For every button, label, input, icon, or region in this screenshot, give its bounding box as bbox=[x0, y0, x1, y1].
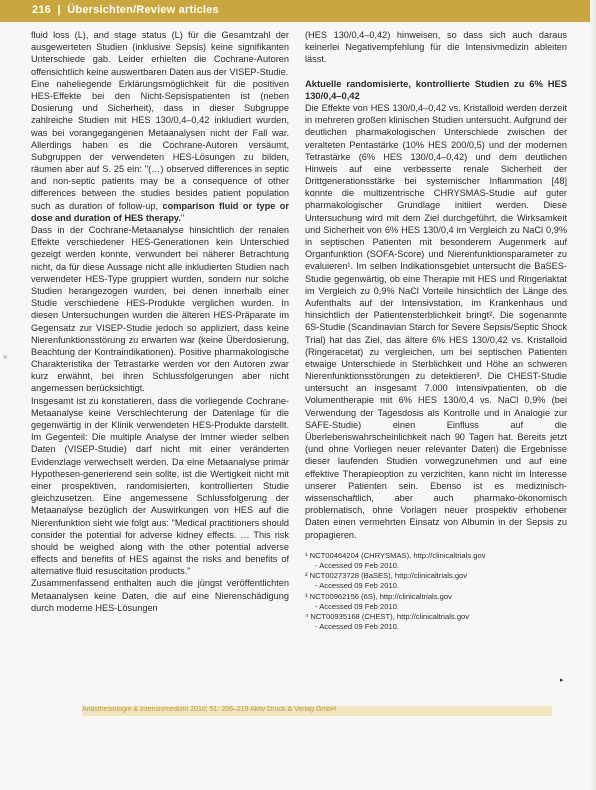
section-title: Übersichten/Review articles bbox=[67, 4, 219, 16]
left-paragraph-1: fluid loss (L), and stage status (L) für die Gesamtzahl der ausgewerteten Studien (inklusive Sepsis) keine signifikanten Unterschiede gab. Leider erhielten die Cochrane-Autoren offensichtlich keine auswertbaren Daten aus der VISEP-Studie. bbox=[31, 30, 289, 77]
left-paragraph-2 bbox=[31, 78, 289, 224]
page-edge-shadow bbox=[590, 0, 596, 790]
margin-mark: « bbox=[3, 352, 8, 361]
page-footer bbox=[82, 706, 552, 716]
right-paragraph-1: (HES 130/0,4–0,42) hinweisen, so dass sich auch daraus keinerlei Negativempfehlung für die Intensivmedizin ableiten lässt. bbox=[305, 30, 567, 65]
page-header bbox=[0, 0, 596, 22]
right-paragraph-2: Die Effekte von HES 130/0,4–0,42 vs. Kristalloid werden derzeit in mehreren großen klinischen Studien untersucht. Aufgrund der deutlichen pharmakologischen Unterschiede zwischen der veralteten Pentastärke (10% HES 200/0,5) und der modernen Tetrastärke (6% HES 130/0,4–0,42) und dem deutlichen Hinweis auf eine verbesserte renale Sicherheit der Drittgenerationsstärke bei systemischer Inflammation [48] konnte die multizentrische CHRYSMAS-Studie auf guter pharmakologischer Grundlage initiiert werden. Diese Untersuchung wird mit dem Ziel durchgeführt, die Wirksamkeit und Sicherheit von 6% HES 130/0,4 im Vergleich zu NaCl 0,9% in septischen Patienten mit besonderem Augenmerk auf Organfunktion (SOFA-Score) und Nierenfunktionsparameter zu evaluieren¹. Im selben Indikationsgebiet untersucht die BaSES-Studie gegenwärtig, ob eine Therapie mit HES und Ringerlaktat im Vergleich zu 0,9% NaCl Vorteile hinsichtlich der Länge des Aufenthalts auf der Intensivstation, im Krankenhaus und hinsichtlich der Patientensterblichkeit bringt². Die sogenannte 6S-Studie (Scandinavian Starch for Severe Sepsis/Septic Shock Trial) hat das Ziel, das ältere 6% HES 130/0,42 vs. Kristalloid (Ringeracetat) zu vergleichen, um bei septischen Patienten etwaige Unterschiede in Sterblichkeit und Höhe an schweren Nierenfunktionsstörungen zu detektieren³. Die CHEST-Studie untersucht an insgesamt 7.000 Intensivpatienten, ob die Volumentherapie mit 6% HES 130/0,4 vs. NaCl 0,9% (bei Verwendung der Tagesdosis als Kontrolle und in Analogie zur SAFE-Studie) einen Einfluss auf die Überlebenswahrscheinlichkeit nach 90 Tagen hat. Bereits jetzt (und ohne Vorliegen neuer relevanter Daten) die Ergebnisse dieser laufenden Studien vorwegzunehmen und auf eine effektive Therapieoption zu verzichten, kann nicht im Interesse unserer Patienten sein. Ebenso ist es medizinisch-wissenschaftlich, aber auch pharmako-ökonomisch problematisch, ohne Vorlagen neuer prospektiv erhobener Daten einen vermehrten Einsatz von Albumin in der Sepsis zu propagieren. bbox=[305, 102, 567, 540]
footer-text: Anästhesiologie & Intensivmedizin 2010; 51: 206–219 Aktiv Druck & Verlag GmbH bbox=[82, 706, 337, 713]
page-number: 216 bbox=[32, 4, 51, 16]
reference-1-accessed: - Accessed 09 Feb 2010. bbox=[315, 560, 400, 570]
footnote-references bbox=[305, 551, 567, 633]
reference-1: ¹ NCT00464204 (CHRYSMAS), http://clinicaltrials.gov bbox=[305, 550, 486, 560]
reference-3: ³ NCT00962156 (6S), http://clinicaltrials.gov bbox=[305, 591, 452, 601]
continue-arrow-icon: ▸ bbox=[560, 677, 564, 684]
section-heading: Aktuelle randomisierte, kontrollierte Studien zu 6% HES 130/0,4–0,42 bbox=[305, 77, 567, 101]
left-paragraph-2-text: Eine naheliegende Erklärungsmöglichkeit für die positiven HES-Effekte bei den Nicht-Sepsispatienten ist (neben Dosierung und Sicherheit), dass in dieser Subgruppe zahlreiche Studien mit HES 130/0,4–0,42 inkludiert wurden, was bei vorangegangenen Metaanalysen nicht der Fall war. Allerdings haben es die Cochrane-Autoren versäumt, Subgruppen der verwendeten HES-Lösungen zu bilden, räumen aber auf S. 25 ein: "(…) observed differences in septic and non-septic patients may be a consequence of other differences between the studies besides patient population such as duration of follow-up, bbox=[31, 78, 289, 211]
left-paragraph-5: Zusammenfassend enthalten auch die jüngst veröffentlichten Metaanalysen keine Daten, die auf eine Nierenschädigung durch moderne HES-Lösungen bbox=[31, 578, 289, 613]
reference-3-accessed: - Accessed 09 Feb 2010. bbox=[315, 601, 400, 611]
right-column bbox=[305, 29, 567, 632]
left-paragraph-2-emphasis: comparison fluid or type or dose and duration of HES therapy. bbox=[31, 200, 289, 223]
reference-4: ⁴ NCT00935168 (CHEST), http://clinicaltrials.gov bbox=[305, 611, 470, 621]
reference-4-accessed: - Accessed 09 Feb 2010. bbox=[315, 622, 400, 632]
left-paragraph-4: Insgesamt ist zu konstatieren, dass die vorliegende Cochrane-Metaanalyse keine Verschlechterung der Datenlage für die gegenwärtig in der Klinik verwendeten HES-Produkte darstellt. Im Gegenteil: Die multiple Analyse der immer wieder selben Daten (VISEP-Studie) darf nicht mit einer veränderten Evidenzlage verwechselt werden. Da eine Metaanalyse primär Hypothesen-generierend sein sollte, ist die Wertigkeit nicht mit einer prospektiven, randomisierten, kontrollierten Studie gleichzusetzen. Eine angemessene Schlussfolgerung der Metaanalyse bezüglich der Auswirkungen von HES auf die Nierenfunktion sieht wie folgt aus: "Medical practitioners should consider the potential for adverse kidney effects. … This risk should be weighed along with the other potential adverse effects and benefits of HES against the risks and benefits of alternative fluid resuscitation products." bbox=[31, 395, 289, 577]
left-paragraph-2-close: " bbox=[180, 212, 185, 223]
reference-2: ² NCT00273728 (BaSES), http://clinicaltrials.gov bbox=[305, 571, 468, 581]
header-text: 216 | Übersichten/Review articles bbox=[32, 4, 219, 16]
reference-2-accessed: - Accessed 09 Feb 2010. bbox=[315, 581, 400, 591]
left-column bbox=[31, 29, 289, 614]
left-paragraph-3: Dass in der Cochrane-Metaanalyse hinsichtlich der renalen Effekte verschiedener HES-Generationen kein Unterschied gezeigt werden konnte, verwundert bei näherer Betrachtung nicht, da für diese Aussage nicht alle inkludierten Studien nach verwendeter HES-Type gruppiert wurden, sondern nur solche Studien herangezogen wurden, bei denen innerhalb einer Studie verschiedene HES-Produkte verglichen wurden. In diesen Untersuchungen wurden die älteren HES-Präparate im Gegensatz zur VISEP-Studie jedoch so appliziert, dass keine Nierenfunktionsstörung zu erwarten war (keine Überdosierung, Beachtung der Kontraindikationen). Positive pharmakologische Charakteristika der Tetrastarke werden vor den Autoren zwar kurz erwähnt, bei ihren Schlussfolgerungen aber nicht angemessen berücksichtigt. bbox=[31, 225, 289, 394]
